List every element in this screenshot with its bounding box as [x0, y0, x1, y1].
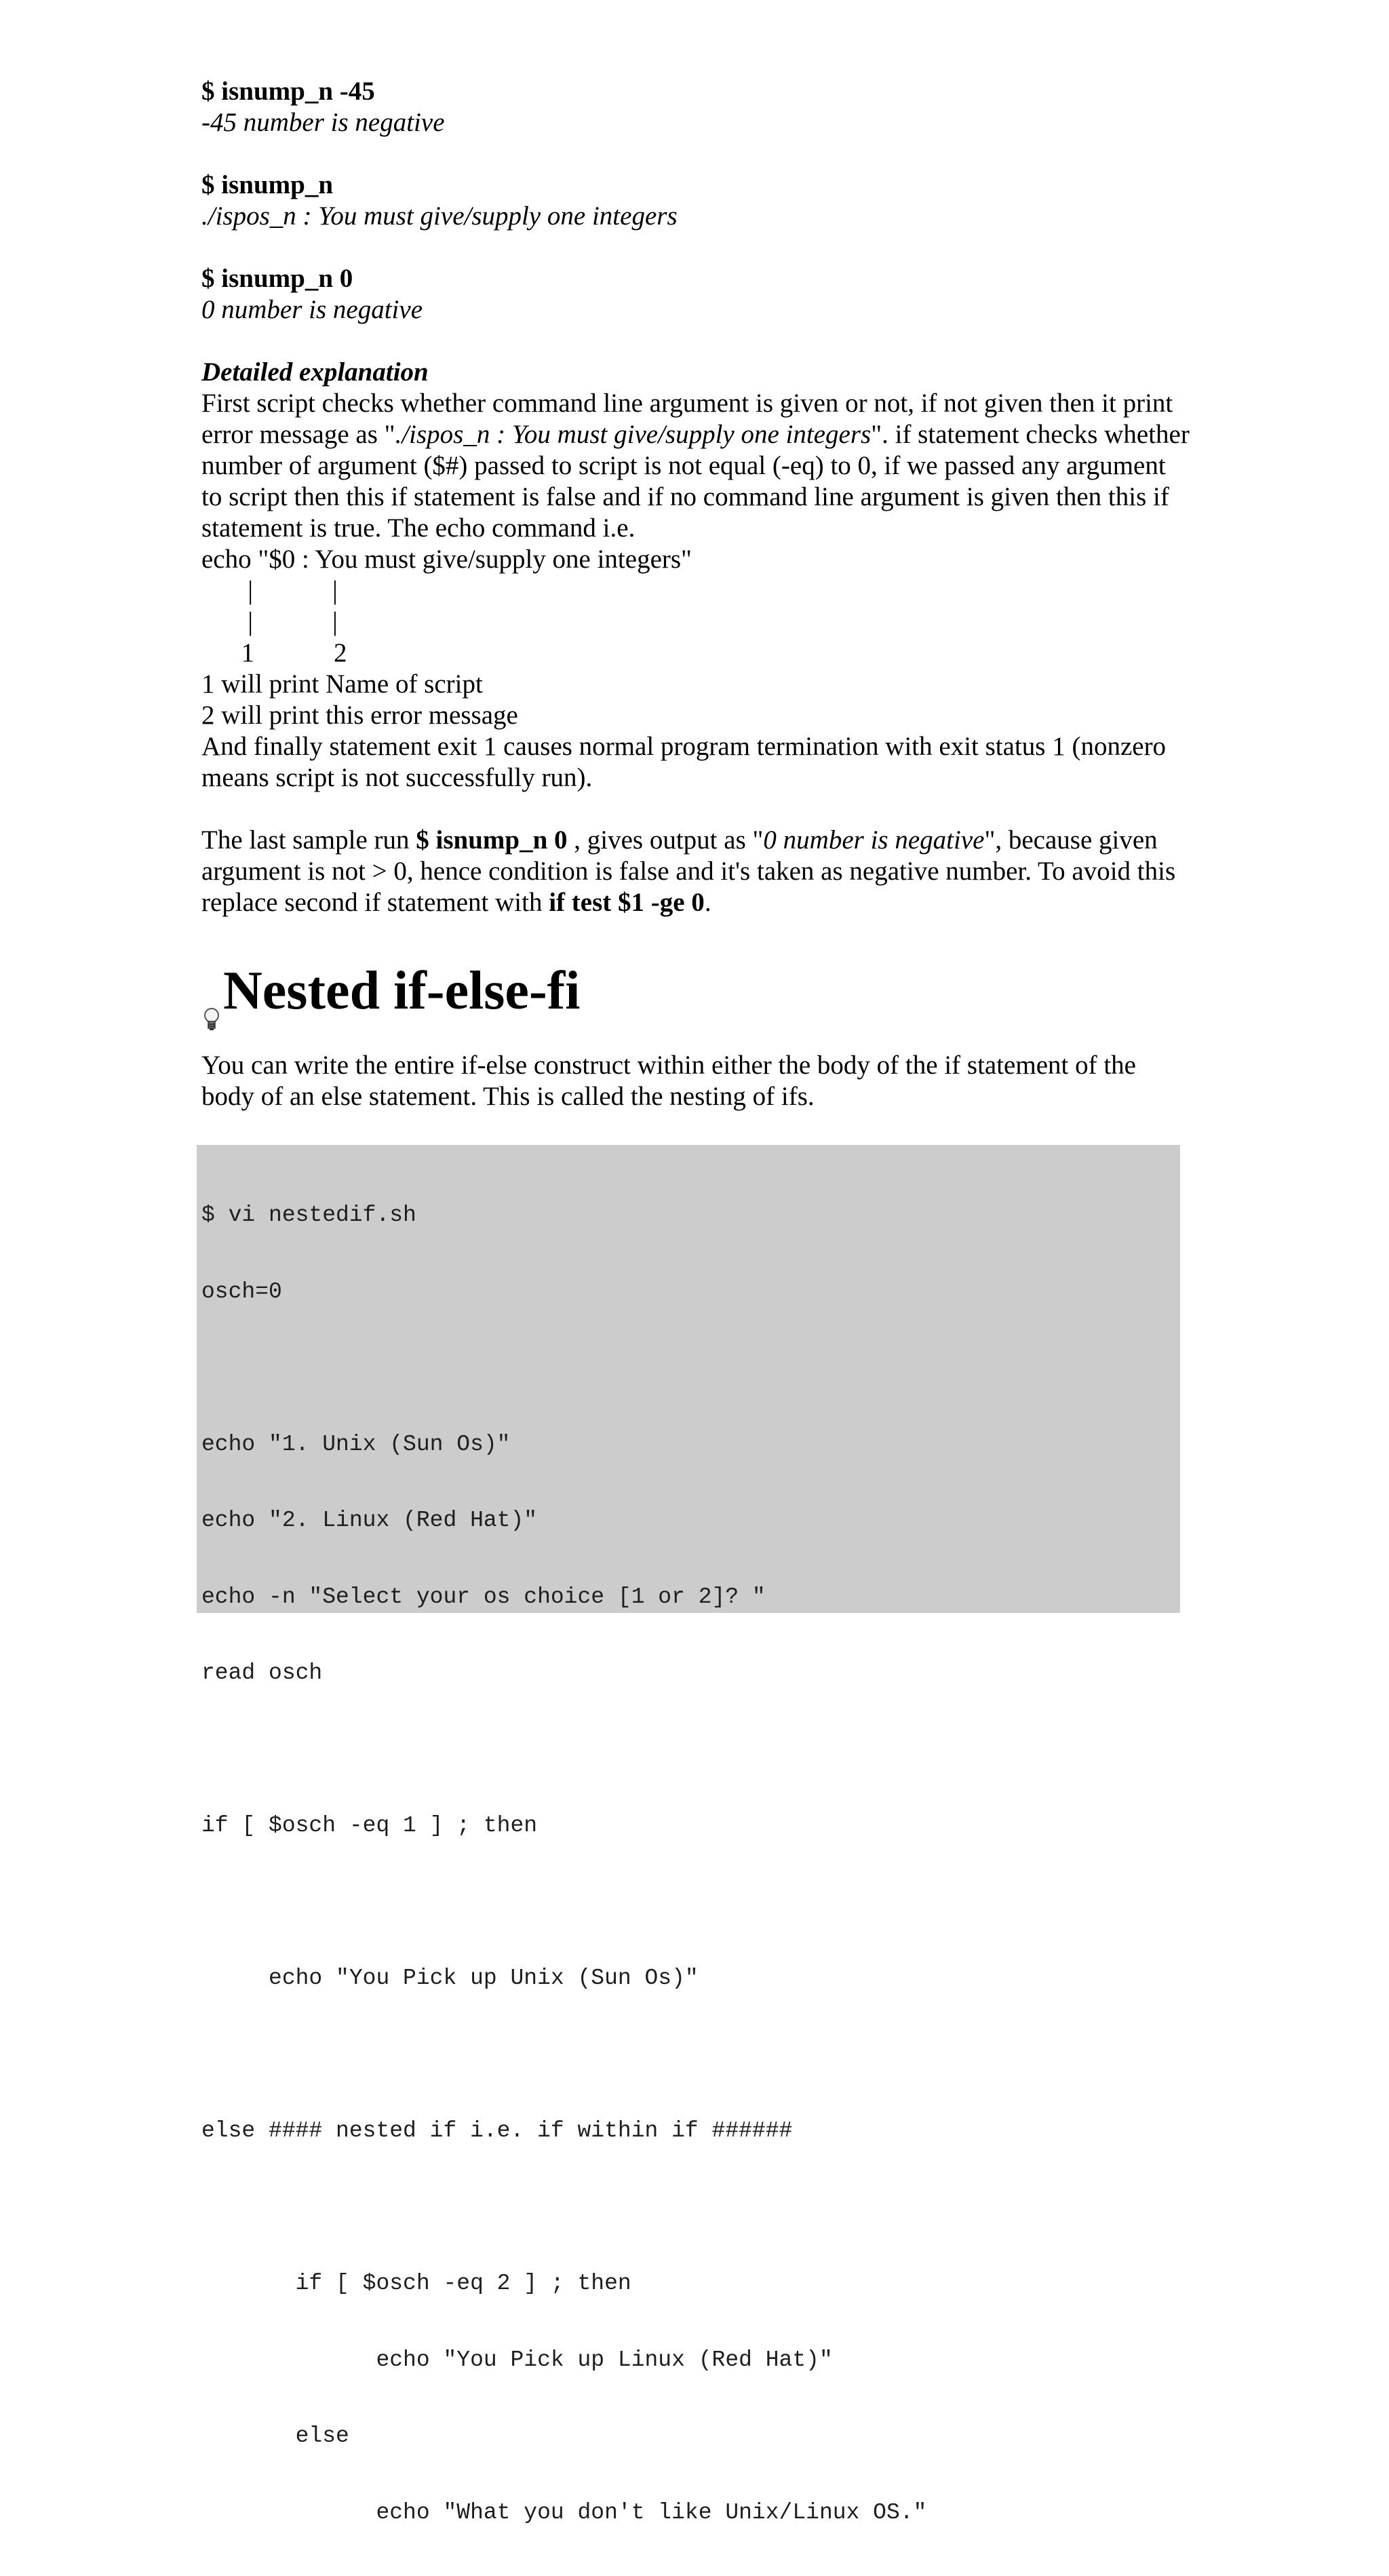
section-heading	[201, 954, 1192, 1028]
explanation-title: Detailed explanation	[201, 357, 429, 387]
code-block	[197, 1145, 1180, 2525]
code-line	[201, 2042, 1180, 2068]
document-page	[201, 76, 1192, 2525]
exit-paragraph: And finally statement exit 1 causes normal program termination with exit status 1 (nonzero means script is not successfully run).	[201, 732, 1167, 792]
code-line: read osch	[201, 1660, 323, 1685]
code-line: echo "1. Unix (Sun Os)"	[201, 1431, 511, 1457]
echo-line: echo "$0 : You must give/supply one integers"	[201, 545, 692, 574]
last-run-paragraph: The last sample run $ isnump_n 0 , gives output as "0 number is negative", because given argument is not > 0, hence condition is false and it's taken as negative number. To avoid this replace second if statement with if test $1 -ge 0.	[201, 825, 1176, 917]
sample-output: -45 number is negative	[201, 108, 445, 137]
code-line	[201, 1737, 1180, 1763]
code-line: if [ $osch -eq 2 ] ; then	[201, 2271, 631, 2296]
section-intro: You can write the entire if-else construct within either the body of the if statement of the body of an else statement. This is called the nesting of ifs.	[201, 1051, 1136, 1111]
lightbulb-icon	[201, 977, 222, 1004]
code-line: else	[201, 2423, 349, 2448]
code-line	[201, 2195, 1180, 2221]
pipe-row: | |	[201, 576, 338, 605]
code-line: echo "2. Linux (Red Hat)"	[201, 1508, 538, 1533]
code-line	[201, 1890, 1180, 1915]
code-line	[201, 1355, 1180, 1381]
sample-run-3	[201, 263, 1192, 326]
note-1: 1 will print Name of script	[201, 669, 483, 699]
pointer-numbers: 1 2	[201, 638, 347, 667]
note-2: 2 will print this error message	[201, 701, 518, 730]
code-line: echo -n "Select your os choice [1 or 2]? "	[201, 1584, 766, 1609]
code-line: if [ $osch -eq 1 ] ; then	[201, 1813, 538, 1838]
pipe-row: | |	[201, 607, 338, 636]
section-heading-text: Nested if-else-fi	[223, 961, 581, 1021]
sample-command: $ isnump_n -45	[201, 77, 375, 106]
sample-command: $ isnump_n	[201, 170, 334, 199]
sample-run-2	[201, 170, 1192, 232]
code-line: echo "What you don't like Unix/Linux OS."	[201, 2499, 927, 2525]
pointer-diagram	[201, 575, 1192, 669]
code-line: else #### nested if i.e. if within if ######	[201, 2118, 793, 2143]
code-line: echo "You Pick up Linux (Red Hat)"	[201, 2347, 833, 2373]
code-line: $ vi nestedif.sh	[201, 1203, 416, 1228]
sample-output: 0 number is negative	[201, 295, 423, 324]
sample-output: ./ispos_n : You must give/supply one integers	[201, 201, 678, 231]
sample-command: $ isnump_n 0	[201, 264, 353, 293]
code-line: echo "You Pick up Unix (Sun Os)"	[201, 1966, 699, 1991]
sample-run-1	[201, 76, 1192, 138]
code-line: osch=0	[201, 1279, 282, 1304]
explanation-paragraph: First script checks whether command line argument is given or not, if not given then it print error message as "./ispos_n : You must give/supply one integers". if statement checks whether number of argument ($#) passed to script is not equal (-eq) to 0, if we passed any argument to script then this if statement is false and if no command line argument is given then this if statement is true. The echo command i.e.	[201, 389, 1190, 543]
